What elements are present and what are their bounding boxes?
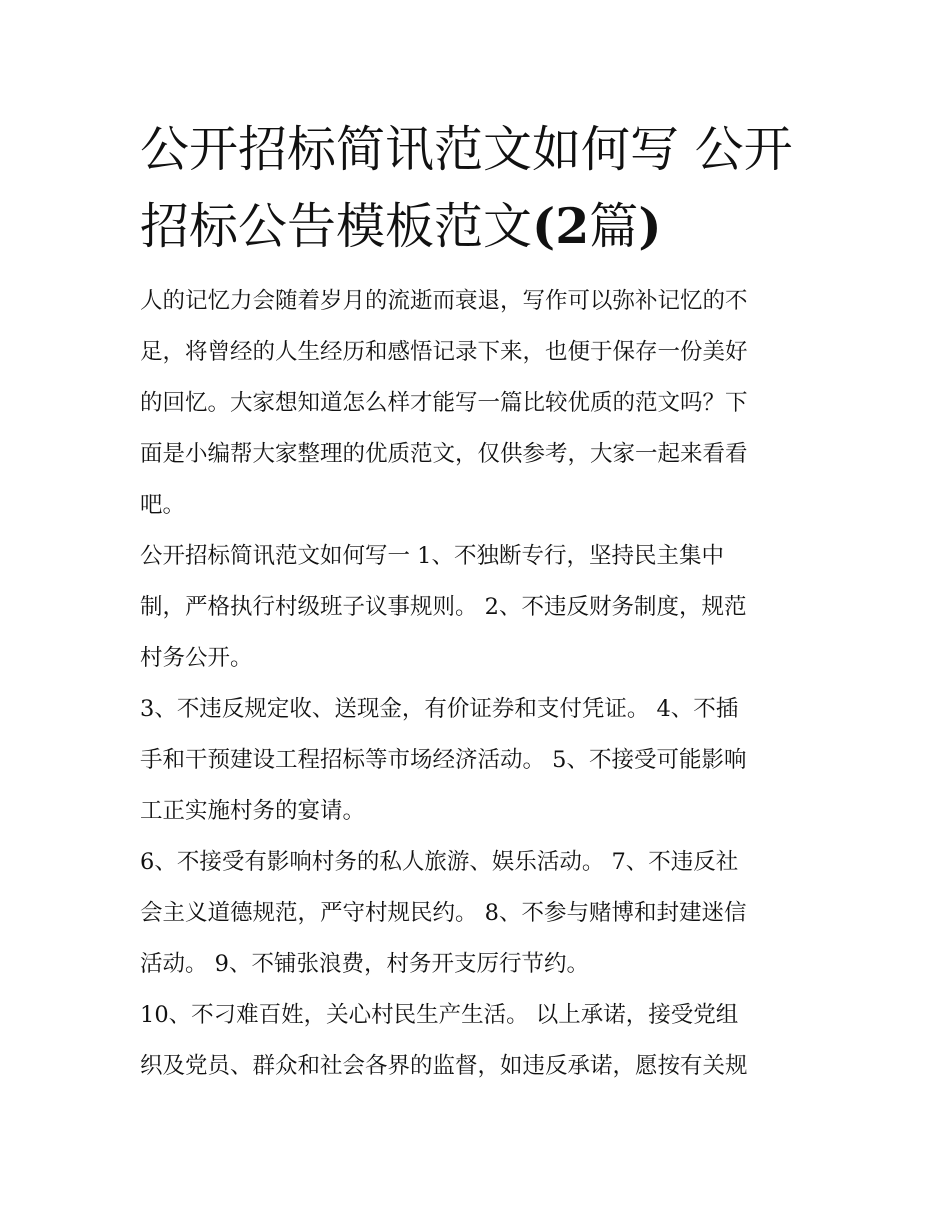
title-line-2a: 招标公告模板范文 (140, 198, 533, 255)
text-line: 织及党员、群众和社会各界的监督，如违反承诺，愿按有关规 (140, 1053, 748, 1079)
title-line-2d: ) (638, 197, 662, 255)
text-line: 公开招标简讯范文如何写一 1、不独断专行，坚持民主集中 (140, 543, 724, 569)
paragraph-item-6-9 (140, 837, 820, 990)
paragraph-item-10 (140, 990, 820, 1092)
text-line: 会主义道德规范，严守村规民约。 8、不参与赌博和封建迷信 (140, 900, 747, 926)
text-line: 足，将曾经的人生经历和感悟记录下来，也便于保存一份美好 (140, 339, 748, 365)
text-line: 10、不刁难百姓，关心村民生产生活。 以上承诺，接受党组 (140, 1002, 739, 1028)
text-line: 工正实施村务的宴请。 (140, 798, 366, 824)
document-title (140, 112, 820, 265)
title-line-2b: (2 (532, 197, 590, 255)
text-line: 村务公开。 (140, 645, 253, 671)
document-body (140, 276, 820, 1092)
title-line-2c: 篇 (589, 198, 639, 255)
text-line: 的回忆。大家想知道怎么样才能写一篇比较优质的范文吗？下 (140, 390, 748, 416)
text-line: 人的记忆力会随着岁月的流逝而衰退，写作可以弥补记忆的不 (140, 288, 748, 314)
paragraph-intro (140, 276, 820, 531)
text-line: 吧。 (140, 492, 186, 518)
text-line: 活动。 9、不铺张浪费，村务开支厉行节约。 (140, 951, 589, 977)
text-line: 面是小编帮大家整理的优质范文，仅供参考，大家一起来看看 (140, 441, 748, 467)
text-line: 制，严格执行村级班子议事规则。 2、不违反财务制度，规范 (140, 594, 747, 620)
text-line: 6、不接受有影响村务的私人旅游、娱乐活动。 7、不违反社 (140, 849, 739, 875)
paragraph-item-3-5 (140, 684, 820, 837)
title-line-1: 公开招标简讯范文如何写 公开 (140, 121, 793, 178)
text-line: 3、不违反规定收、送现金，有价证券和支付凭证。 4、不插 (140, 696, 739, 722)
paragraph-item-1-2 (140, 531, 820, 684)
text-line: 手和干预建设工程招标等市场经济活动。 5、不接受可能影响 (140, 747, 747, 773)
